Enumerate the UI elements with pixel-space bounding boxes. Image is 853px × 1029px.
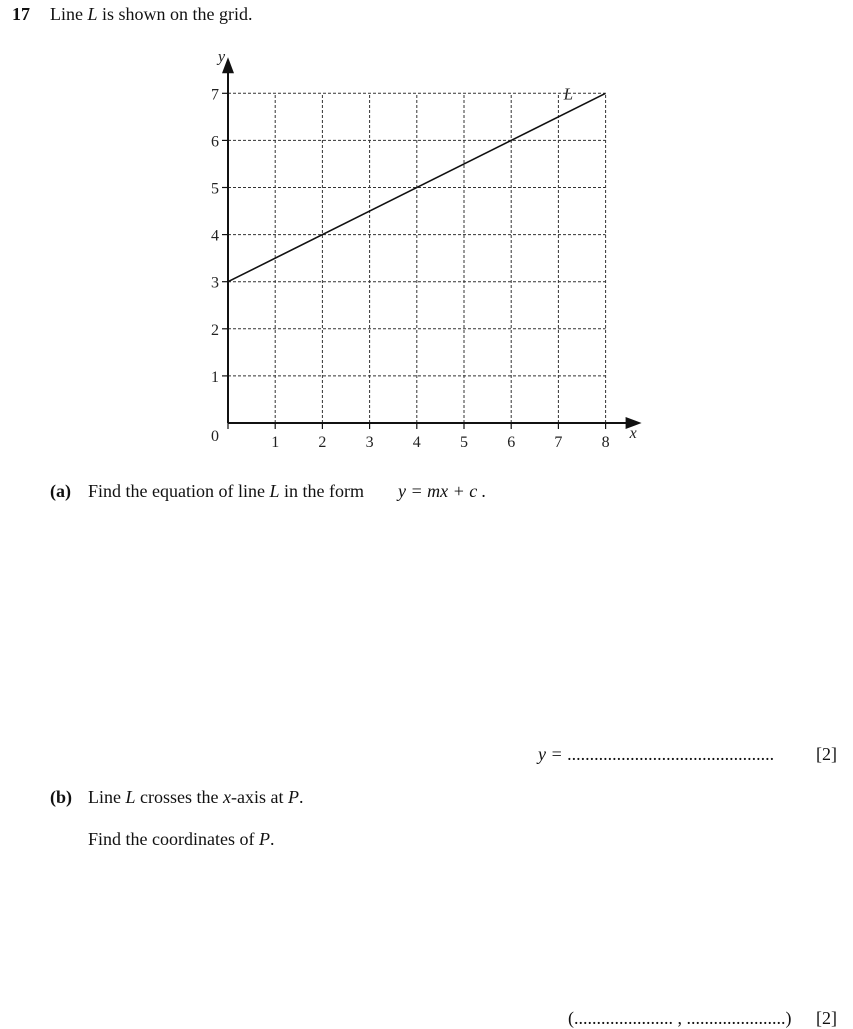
y-tick-label-4: 4 — [211, 227, 219, 245]
part-a-answer-dots[interactable]: .............................................. — [567, 744, 775, 764]
part-a-prefix: Find the equation of line — [88, 481, 270, 501]
stem-suffix: is shown on the grid. — [97, 4, 253, 24]
part-b-line1-axis: x — [223, 787, 231, 807]
part-b-label: (b) — [50, 787, 72, 807]
part-a-answer-line — [538, 744, 774, 765]
y-tick-label-7: 7 — [211, 86, 219, 104]
part-b-line2-point: P — [258, 829, 270, 849]
y-tick-label-2: 2 — [211, 321, 219, 339]
y-tick-label-5: 5 — [211, 180, 219, 198]
part-b-line1-point: P — [287, 787, 299, 807]
part-a-marks: [2] — [816, 744, 837, 764]
y-tick-label-3: 3 — [211, 274, 219, 292]
x-tick-label-2: 2 — [318, 434, 327, 451]
part-b-line2-prefix: Find the coordinates of — [88, 829, 259, 849]
question-number: 17 — [12, 4, 30, 24]
part-b-line1-suffix: -axis at — [231, 787, 288, 807]
origin-label: 0 — [211, 428, 219, 445]
part-a-label: (a) — [50, 481, 71, 501]
part-b-line1-prefix: Line — [88, 787, 126, 807]
part-b-line1 — [88, 787, 303, 808]
x-tick-label-4: 4 — [412, 434, 421, 451]
part-a-text — [88, 481, 364, 502]
x-tick-label-5: 5 — [460, 434, 468, 451]
part-a-variable: L — [269, 481, 280, 501]
stem-variable: L — [87, 4, 98, 24]
part-a-formula: y = mx + c . — [398, 481, 487, 501]
part-b-answer[interactable]: (...................... , ......................) — [568, 1008, 792, 1028]
part-b-marks: [2] — [816, 1008, 837, 1028]
grid-lines — [228, 93, 606, 423]
x-axis-label: x — [629, 425, 637, 442]
part-b-line2-end: . — [269, 829, 275, 849]
axes — [222, 57, 642, 429]
part-a-answer-prefix: y = — [538, 744, 563, 764]
x-tick-label-1: 1 — [271, 434, 280, 451]
question-stem — [50, 4, 253, 25]
part-b-line1-var: L — [125, 787, 136, 807]
tick-labels — [211, 86, 610, 451]
x-tick-label-3: 3 — [365, 434, 374, 451]
y-tick-label-1: 1 — [211, 368, 219, 386]
part-a-mid: in the form — [279, 481, 364, 501]
stem-prefix: Line — [50, 4, 88, 24]
part-b-line1-end: . — [298, 787, 304, 807]
line-graph — [180, 40, 660, 460]
part-b-line1-mid: crosses the — [135, 787, 223, 807]
x-tick-label-8: 8 — [601, 434, 610, 451]
y-tick-label-6: 6 — [211, 133, 219, 151]
y-axis-label: y — [218, 48, 226, 66]
x-tick-label-7: 7 — [554, 434, 563, 451]
x-tick-label-6: 6 — [507, 434, 516, 451]
part-b-line2 — [88, 829, 274, 850]
tick-marks — [222, 93, 606, 429]
series-name-label-0: L — [563, 84, 574, 104]
